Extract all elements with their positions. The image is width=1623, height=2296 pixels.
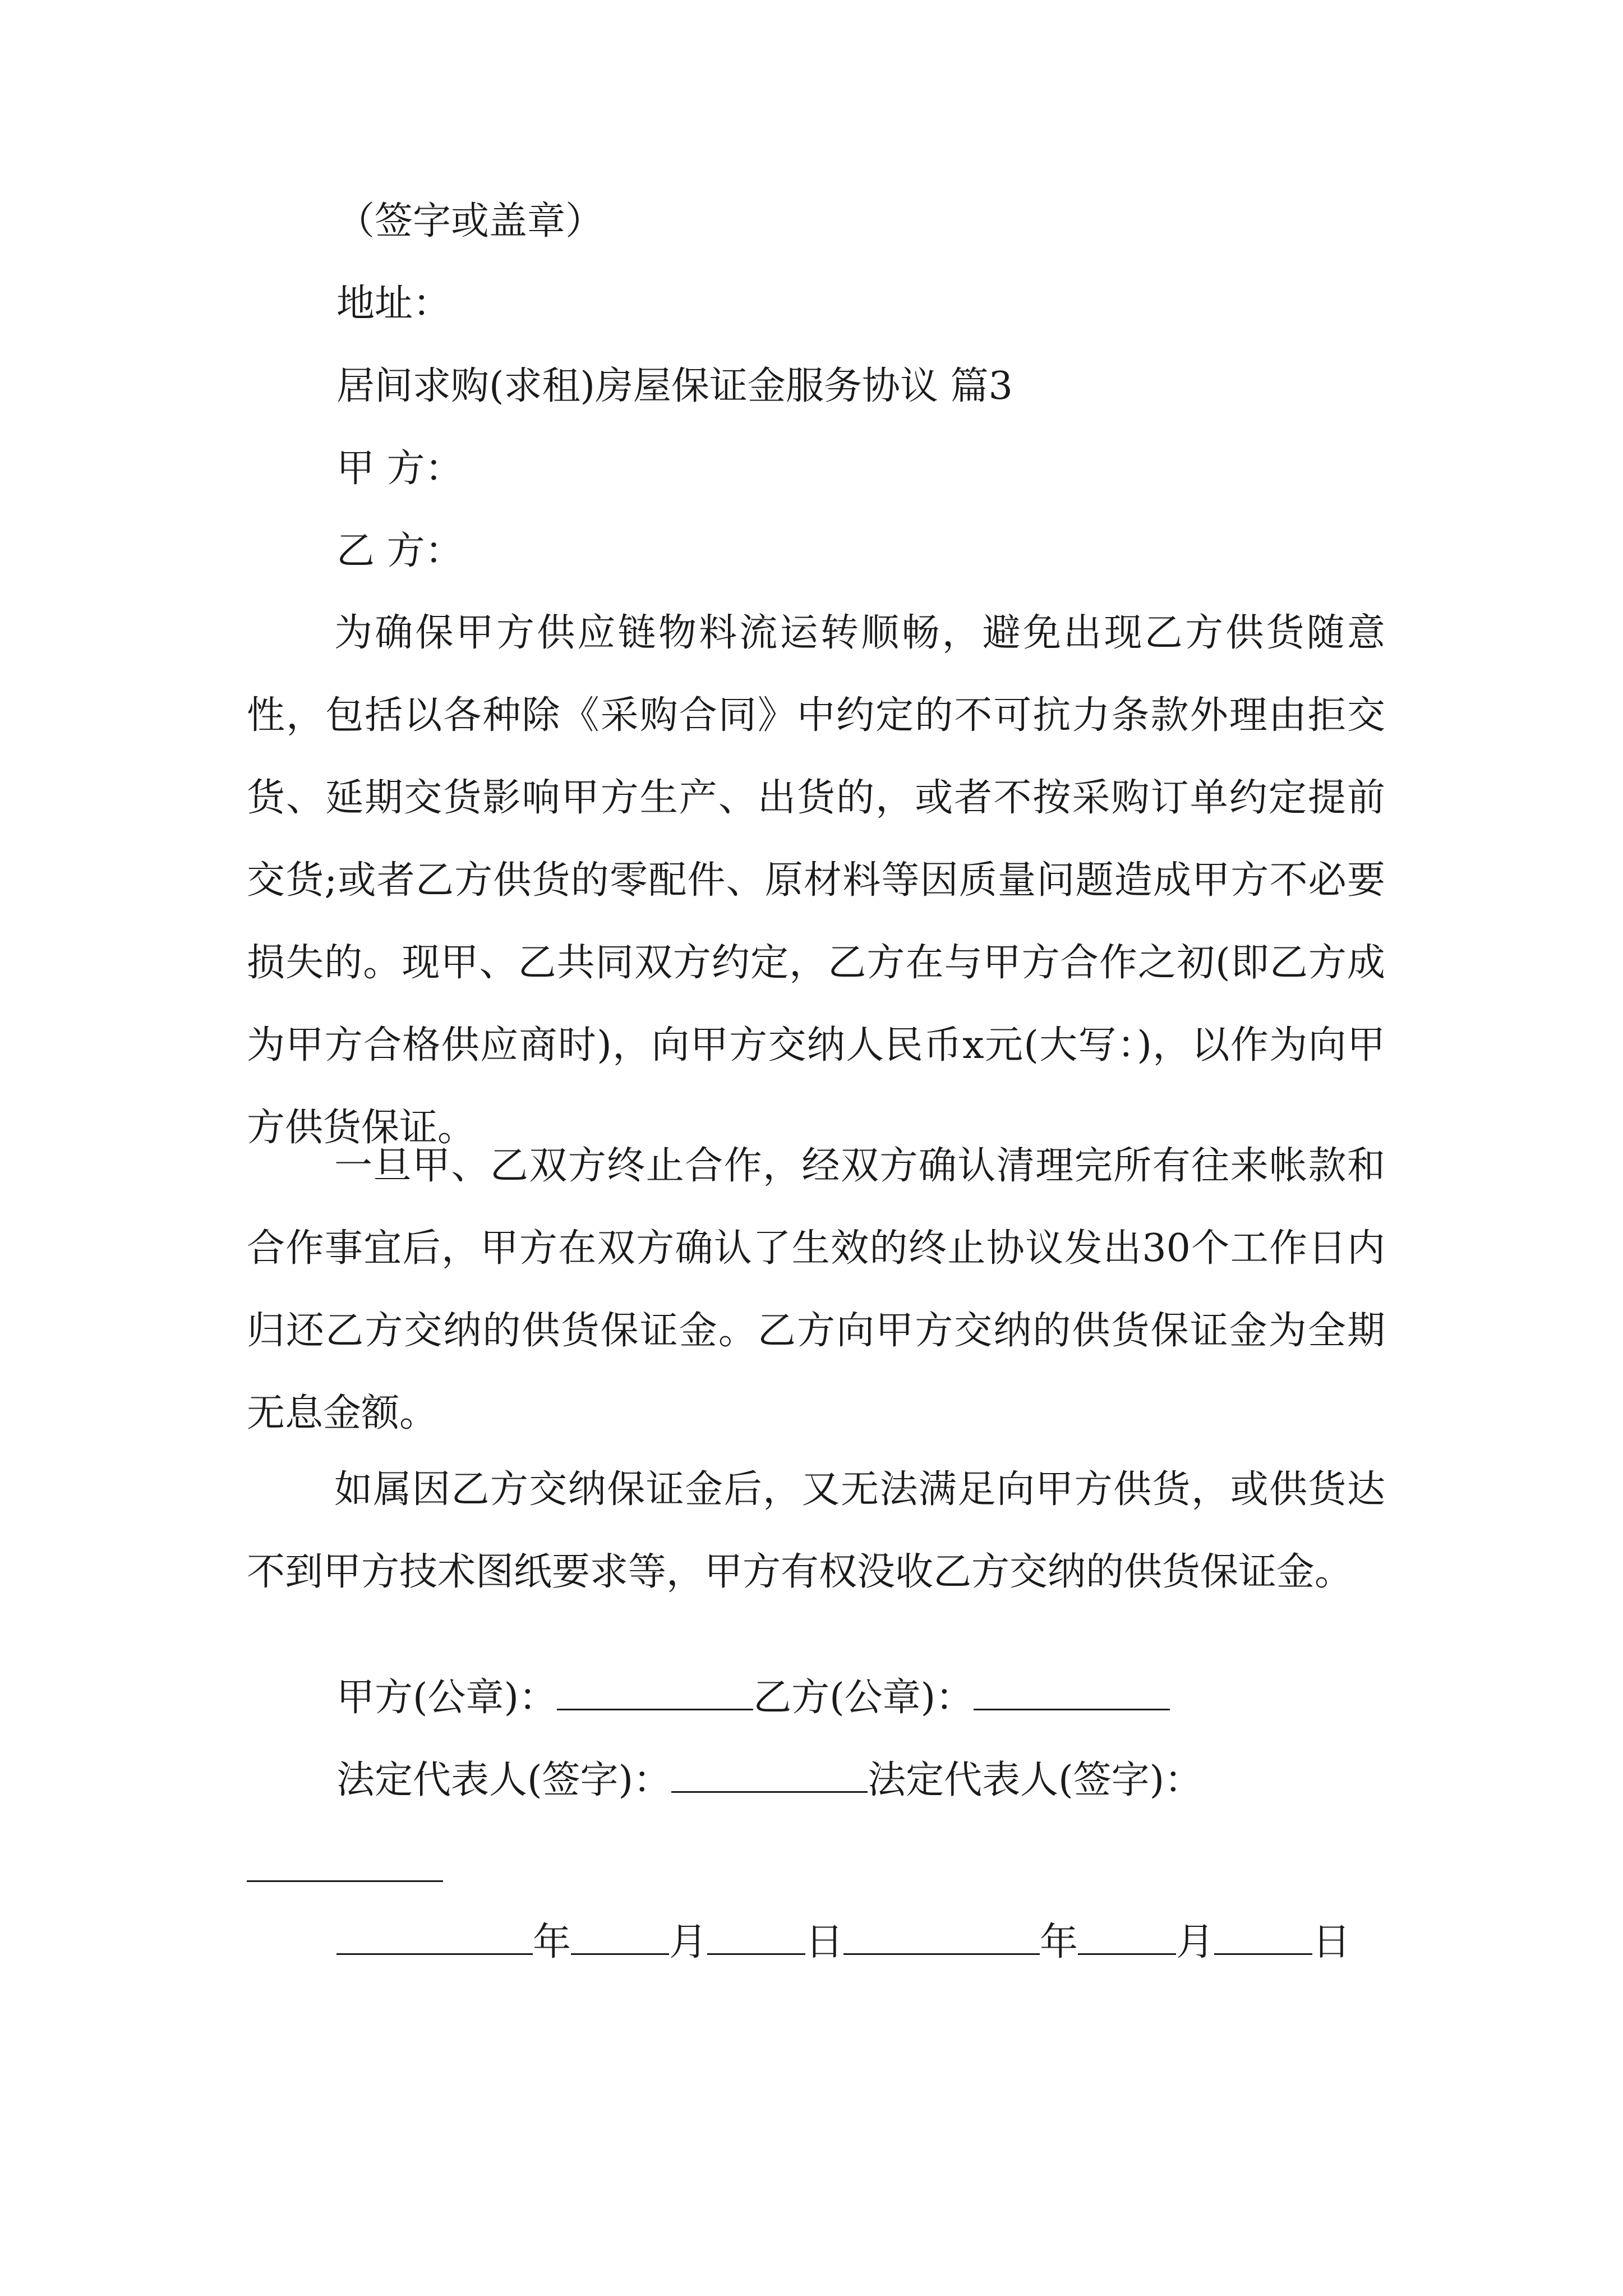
- paragraph-deposit-purpose: 为确保甲方供应链物料流运转顺畅，避免出现乙方供货随意性，包括以各种除《采购合同》中约定的不可抗力条款外理由拒交货、延期交货影响甲方生产、出货的，或者不按采购订单约定提前交货;或者乙方供货的零配件、原材料等因质量问题造成甲方不必要损失的。现甲、乙共同双方约定，乙方在与甲方合作之初(即乙方成为甲方合格供应商时)，向甲方交纳人民币x元(大写：)，以作为向甲方供货保证。: [247, 611, 1385, 1150]
- party-a-line: 甲 方：: [336, 447, 463, 491]
- legal-rep-line: [336, 1752, 1202, 1809]
- month-b-blank: [1078, 1921, 1176, 1955]
- party-b-line: 乙 方：: [336, 529, 463, 573]
- legal-rep-b-blank: [247, 1880, 443, 1882]
- day-a-label: 日: [805, 1920, 844, 1964]
- sign-or-seal-line: （签字或盖章）: [336, 199, 604, 243]
- year-a-blank: [336, 1921, 533, 1955]
- party-b-seal-label: 乙方(公章)：: [753, 1676, 974, 1720]
- day-b-blank: [1214, 1921, 1312, 1955]
- month-a-blank: [571, 1921, 669, 1955]
- agreement-title: 居间求购(求租)房屋保证金服务协议 篇3: [336, 364, 1013, 408]
- day-a-blank: [707, 1921, 805, 1955]
- date-line: [336, 1915, 1350, 1971]
- year-b-blank: [843, 1921, 1040, 1955]
- paragraph-deposit-forfeit: 如属因乙方交纳保证金后，又无法满足向甲方供货，或供货达不到甲方技术图纸要求等，甲方有权没收乙方交纳的供货保证金。: [247, 1467, 1385, 1594]
- month-b-label: 月: [1176, 1920, 1215, 1964]
- year-b-label: 年: [1040, 1920, 1078, 1964]
- address-line: 地址：: [336, 282, 451, 326]
- day-b-label: 日: [1312, 1920, 1351, 1964]
- paragraph-deposit-refund: 一旦甲、乙双方终止合作，经双方确认清理完所有往来帐款和合作事宜后，甲方在双方确认了生效的终止协议发出30个工作日内归还乙方交纳的供货保证金。乙方向甲方交纳的供货保证金为全期无息金额。: [247, 1144, 1385, 1435]
- party-b-seal-blank: [974, 1676, 1170, 1710]
- company-seal-line: [336, 1670, 1170, 1726]
- year-a-label: 年: [533, 1920, 571, 1964]
- legal-rep-b-label: 法定代表人(签字)：: [868, 1758, 1203, 1802]
- month-a-label: 月: [669, 1920, 708, 1964]
- legal-rep-a-blank: [671, 1759, 868, 1793]
- party-a-seal-label: 甲方(公章)：: [336, 1676, 557, 1720]
- legal-rep-a-label: 法定代表人(签字)：: [336, 1758, 672, 1802]
- party-a-seal-blank: [557, 1676, 753, 1710]
